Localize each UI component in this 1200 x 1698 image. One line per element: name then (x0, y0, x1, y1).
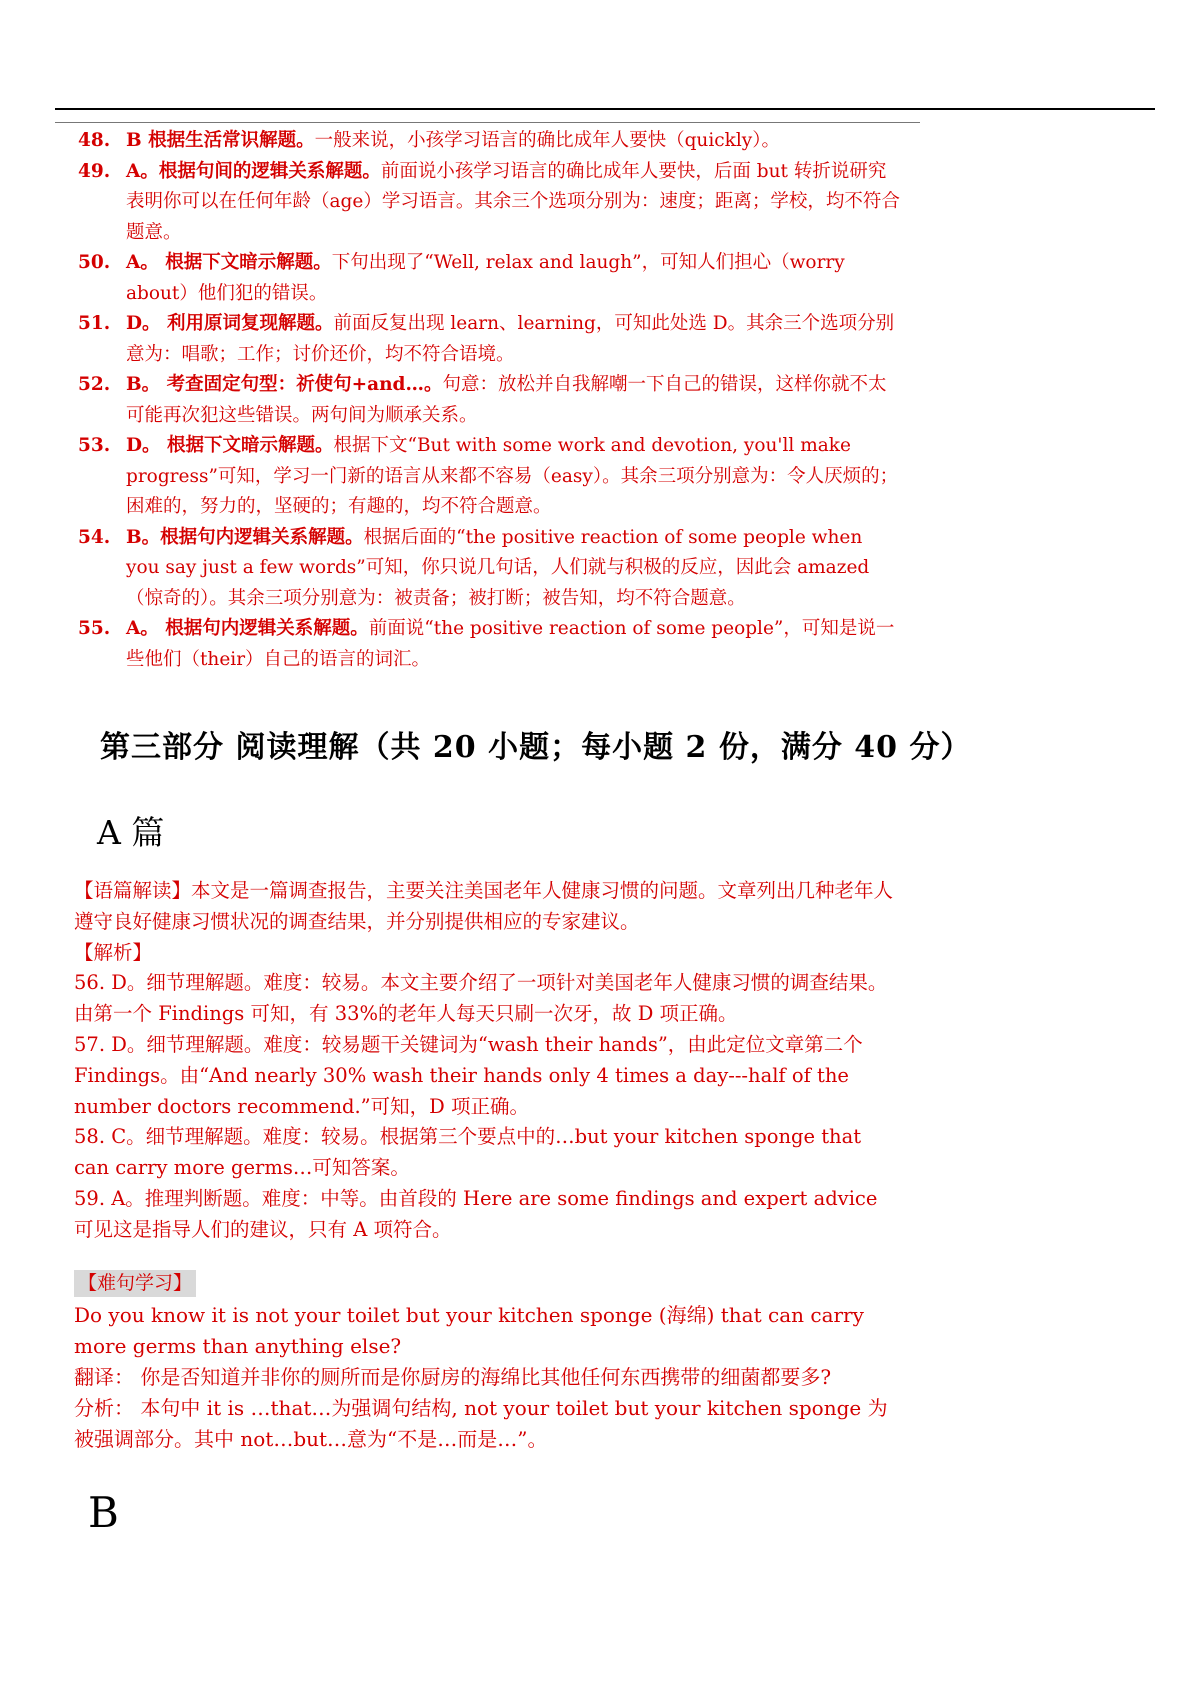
hard-sentence-block (74, 1300, 904, 1455)
answer-key: B 根据生活常识解题。 (126, 130, 315, 151)
answer-text: 根据后面的“the positive reaction of some people when you say just a few words”可知，你只说几句话，人们就与积极的反应，因此会 amazed（惊奇的）。其余三项分别意为：被责备；被打断；被告知，均不符合题意。 (126, 526, 870, 609)
translation: 翻译： 你是否知道并非你的厕所而是你厨房的海绵比其他任何东西携带的细菌都要多? (74, 1365, 832, 1389)
passage-summary: 【语篇解读】本文是一篇调查报告，主要关注美国老年人健康习惯的问题。文章列出几种老年人遵守良好健康习惯状况的调查结果，并分别提供相应的专家建议。 (74, 879, 894, 933)
answer-text: 前面反复出现 learn、learning，可知此处选 D。其余三个选项分别意为：唱歌；工作；讨价还价，均不符合语境。 (126, 313, 895, 365)
section-title: 第三部分 阅读理解（共 20 小题；每小题 2 份，满分 40 分） (100, 730, 972, 765)
answer-number: 51. (78, 313, 111, 334)
answer-text: 前面说小孩学习语言的确比成年人要快，后面 but 转折说研究表明你可以在任何年龄（age）学习语言。其余三个选项分别为：速度；距离；学校，均不符合题意。 (126, 160, 900, 243)
answer-58: 58. C。细节理解题。难度：较易。根据第三个要点中的…but your kitchen sponge that can carry more germs…可知答案。 (74, 1125, 862, 1180)
answer-key: A。根据句间的逻辑关系解题。 (126, 160, 381, 182)
answer-item (78, 309, 900, 370)
analysis-label: 【解析】 (74, 940, 153, 964)
answer-key: A。 根据下文暗示解题。 (126, 252, 332, 273)
answer-key: A。 根据句内逻辑关系解题。 (126, 618, 369, 639)
answer-text: 一般来说，小孩学习语言的确比成年人要快（quickly）。 (314, 130, 780, 151)
answer-text: 句意：放松并自我解嘲一下自己的错误，这样你就不太可能再次犯这些错误。两句间为顺承关系。 (126, 374, 887, 426)
analysis: 分析： 本句中 it is …that…为强调句结构, not your toilet but your kitchen sponge 为被强调部分。其中 not…but…意为“不是…而是…”。 (74, 1396, 888, 1451)
answer-key: B。 考查固定句型：祈使句+and…。 (126, 374, 443, 395)
answer-number: 53. (78, 435, 111, 456)
answers-part2 (78, 126, 900, 675)
answer-number: 54. (78, 526, 111, 548)
hard-sentence-label: 【难句学习】 (74, 1270, 196, 1297)
answer-number: 49. (78, 160, 111, 182)
answer-number: 55. (78, 618, 111, 639)
answer-text: 根据下文“But with some work and devotion, you'll make progress”可知，学习一门新的语言从来都不容易（easy）。其余三项分别意为：令人厌烦的；困难的，努力的，坚硬的；有趣的，均不符合题意。 (126, 435, 899, 517)
answer-item (78, 523, 900, 615)
hard-sentence: Do you know it is not your toilet but your kitchen sponge (海绵) that can carry more germs than anything else? (74, 1303, 864, 1358)
answer-number: 52. (78, 374, 111, 395)
header-rule (55, 108, 1155, 110)
answer-item (78, 157, 900, 249)
part-a-heading: A 篇 (97, 813, 165, 852)
answer-item (78, 431, 900, 523)
answer-57: 57. D。细节理解题。难度：较易题干关键词为“wash their hands”，由此定位文章第二个 Findings。由“And nearly 30% wash their hands only 4 times a day---half of the number doctors recommend.”可知，D 项正确。 (74, 1032, 863, 1118)
answer-key: D。 利用原词复现解题。 (126, 313, 334, 334)
answer-item (78, 126, 900, 157)
answer-key: D。 根据下文暗示解题。 (126, 435, 334, 456)
answer-number: 48. (78, 130, 111, 151)
part-b-heading: B (88, 1488, 119, 1537)
answer-item (78, 370, 900, 431)
answer-56: 56. D。细节理解题。难度：较易。本文主要介绍了一项针对美国老年人健康习惯的调查结果。由第一个 Findings 可知，有 33%的老年人每天只刷一次牙，故 D 项正确。 (74, 971, 888, 1026)
answer-text: 前面说“the positive reaction of some people”，可知是说一些他们（their）自己的语言的词汇。 (126, 618, 895, 670)
header-subrule (55, 122, 920, 123)
answer-text: 下句出现了“Well, relax and laugh”，可知人们担心（worry about）他们犯的错误。 (126, 252, 845, 304)
answer-number: 50. (78, 252, 111, 273)
answer-59: 59. A。推理判断题。难度：中等。由首段的 Here are some findings and expert advice 可见这是指导人们的建议，只有 A 项符合。 (74, 1186, 878, 1241)
answer-key: B。根据句内逻辑关系解题。 (126, 526, 364, 548)
answer-item (78, 614, 900, 675)
answer-item (78, 248, 900, 309)
part-a-analysis (74, 876, 894, 1246)
